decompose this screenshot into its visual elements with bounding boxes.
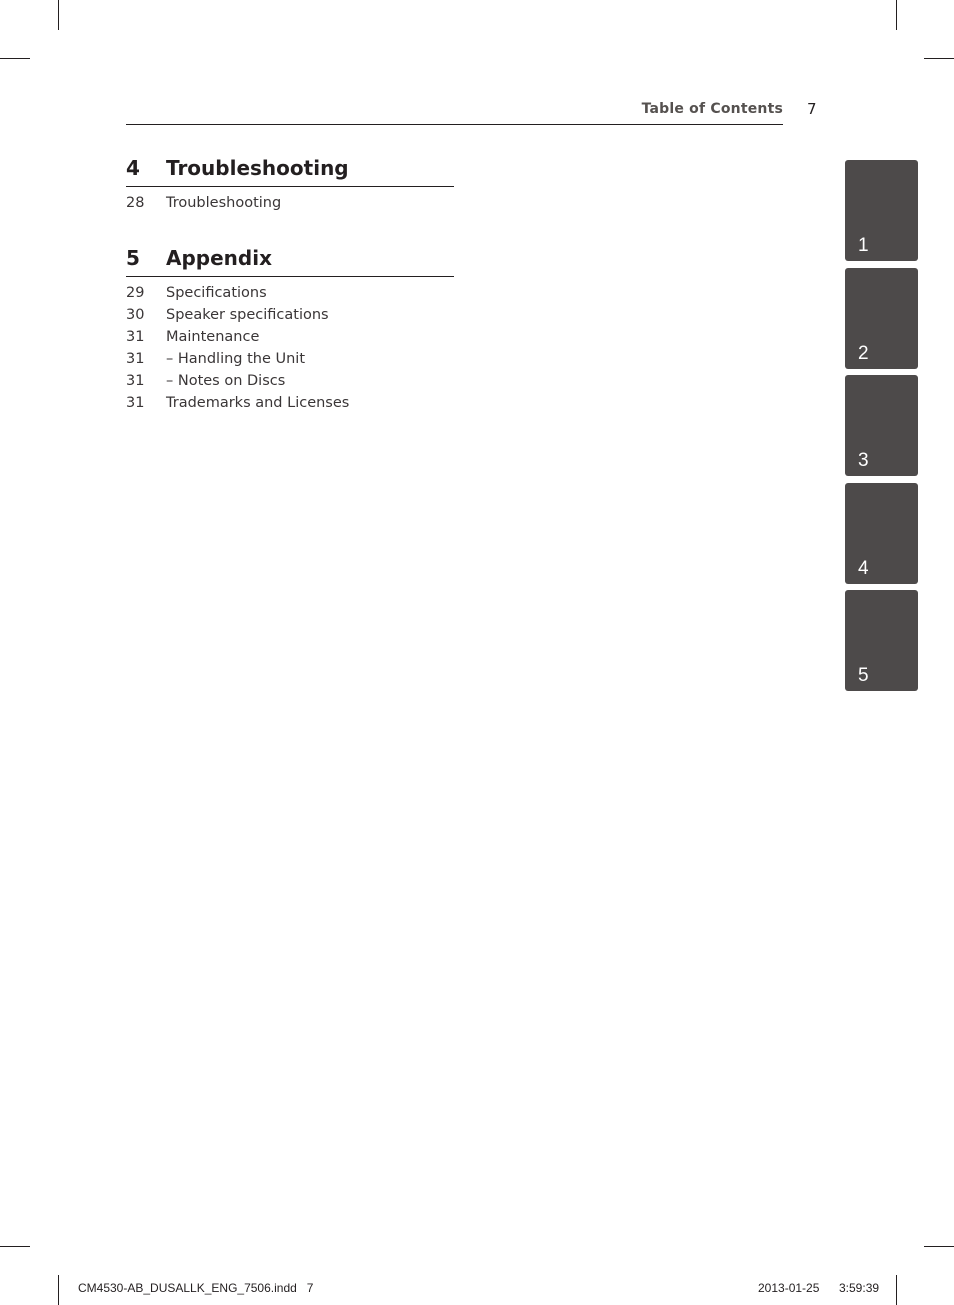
chapter-tab-label: 3 <box>858 450 869 471</box>
chapter-tab-2[interactable] <box>845 268 918 369</box>
crop-mark <box>0 58 30 59</box>
running-header <box>126 98 783 125</box>
running-title: Table of Contents <box>641 101 783 117</box>
toc-page-number: 31 <box>126 373 145 389</box>
toc-list <box>126 285 454 417</box>
crop-mark <box>58 1275 59 1305</box>
section-title: Troubleshooting <box>166 156 349 180</box>
toc-page-number: 31 <box>126 395 145 411</box>
toc-entry[interactable] <box>126 195 454 217</box>
toc-section-troubleshooting <box>126 156 454 217</box>
toc-entry-text: – Handling the Unit <box>166 351 306 367</box>
crop-mark <box>0 1246 30 1247</box>
chapter-tab-5[interactable] <box>845 590 918 691</box>
toc-entry-text: – Notes on Discs <box>166 373 286 389</box>
chapter-tab-label: 4 <box>858 558 869 579</box>
toc-entry[interactable] <box>126 395 454 417</box>
toc-entry-text: Maintenance <box>166 329 260 345</box>
crop-mark <box>58 0 59 30</box>
crop-mark <box>896 0 897 30</box>
toc-entry-text: Specifications <box>166 285 267 301</box>
toc-entry[interactable] <box>126 285 454 307</box>
section-title: Appendix <box>166 246 272 270</box>
section-number: 4 <box>126 156 140 180</box>
footer-date: 2013-01-25 <box>758 1281 820 1295</box>
crop-mark <box>924 1246 954 1247</box>
toc-page-number: 31 <box>126 351 145 367</box>
section-number: 5 <box>126 246 140 270</box>
section-heading <box>126 156 454 187</box>
footer-time: 3:59:39 <box>839 1281 880 1295</box>
toc-list <box>126 195 454 217</box>
chapter-tab-4[interactable] <box>845 483 918 584</box>
chapter-tab-label: 1 <box>858 235 869 256</box>
toc-entry[interactable] <box>126 329 454 351</box>
page-number: 7 <box>807 100 817 118</box>
toc-page-number: 29 <box>126 285 145 301</box>
toc-entry-text: Speaker specifications <box>166 307 329 323</box>
chapter-tab-3[interactable] <box>845 375 918 476</box>
toc-entry-text: Troubleshooting <box>166 195 282 211</box>
toc-page-number: 30 <box>126 307 145 323</box>
footer-file-name: CM4530-AB_DUSALLK_ENG_7506.indd 7 <box>78 1281 314 1295</box>
toc-page-number: 28 <box>126 195 145 211</box>
crop-mark <box>896 1275 897 1305</box>
toc-entry[interactable] <box>126 351 454 373</box>
toc-entry[interactable] <box>126 307 454 329</box>
toc-entry[interactable] <box>126 373 454 395</box>
chapter-tab-label: 5 <box>858 665 869 686</box>
toc-entry-text: Trademarks and Licenses <box>166 395 350 411</box>
chapter-tab-label: 2 <box>858 343 869 364</box>
toc-page-number: 31 <box>126 329 145 345</box>
chapter-tab-1[interactable] <box>845 160 918 261</box>
section-heading <box>126 246 454 277</box>
crop-mark <box>924 58 954 59</box>
toc-section-appendix <box>126 246 454 417</box>
